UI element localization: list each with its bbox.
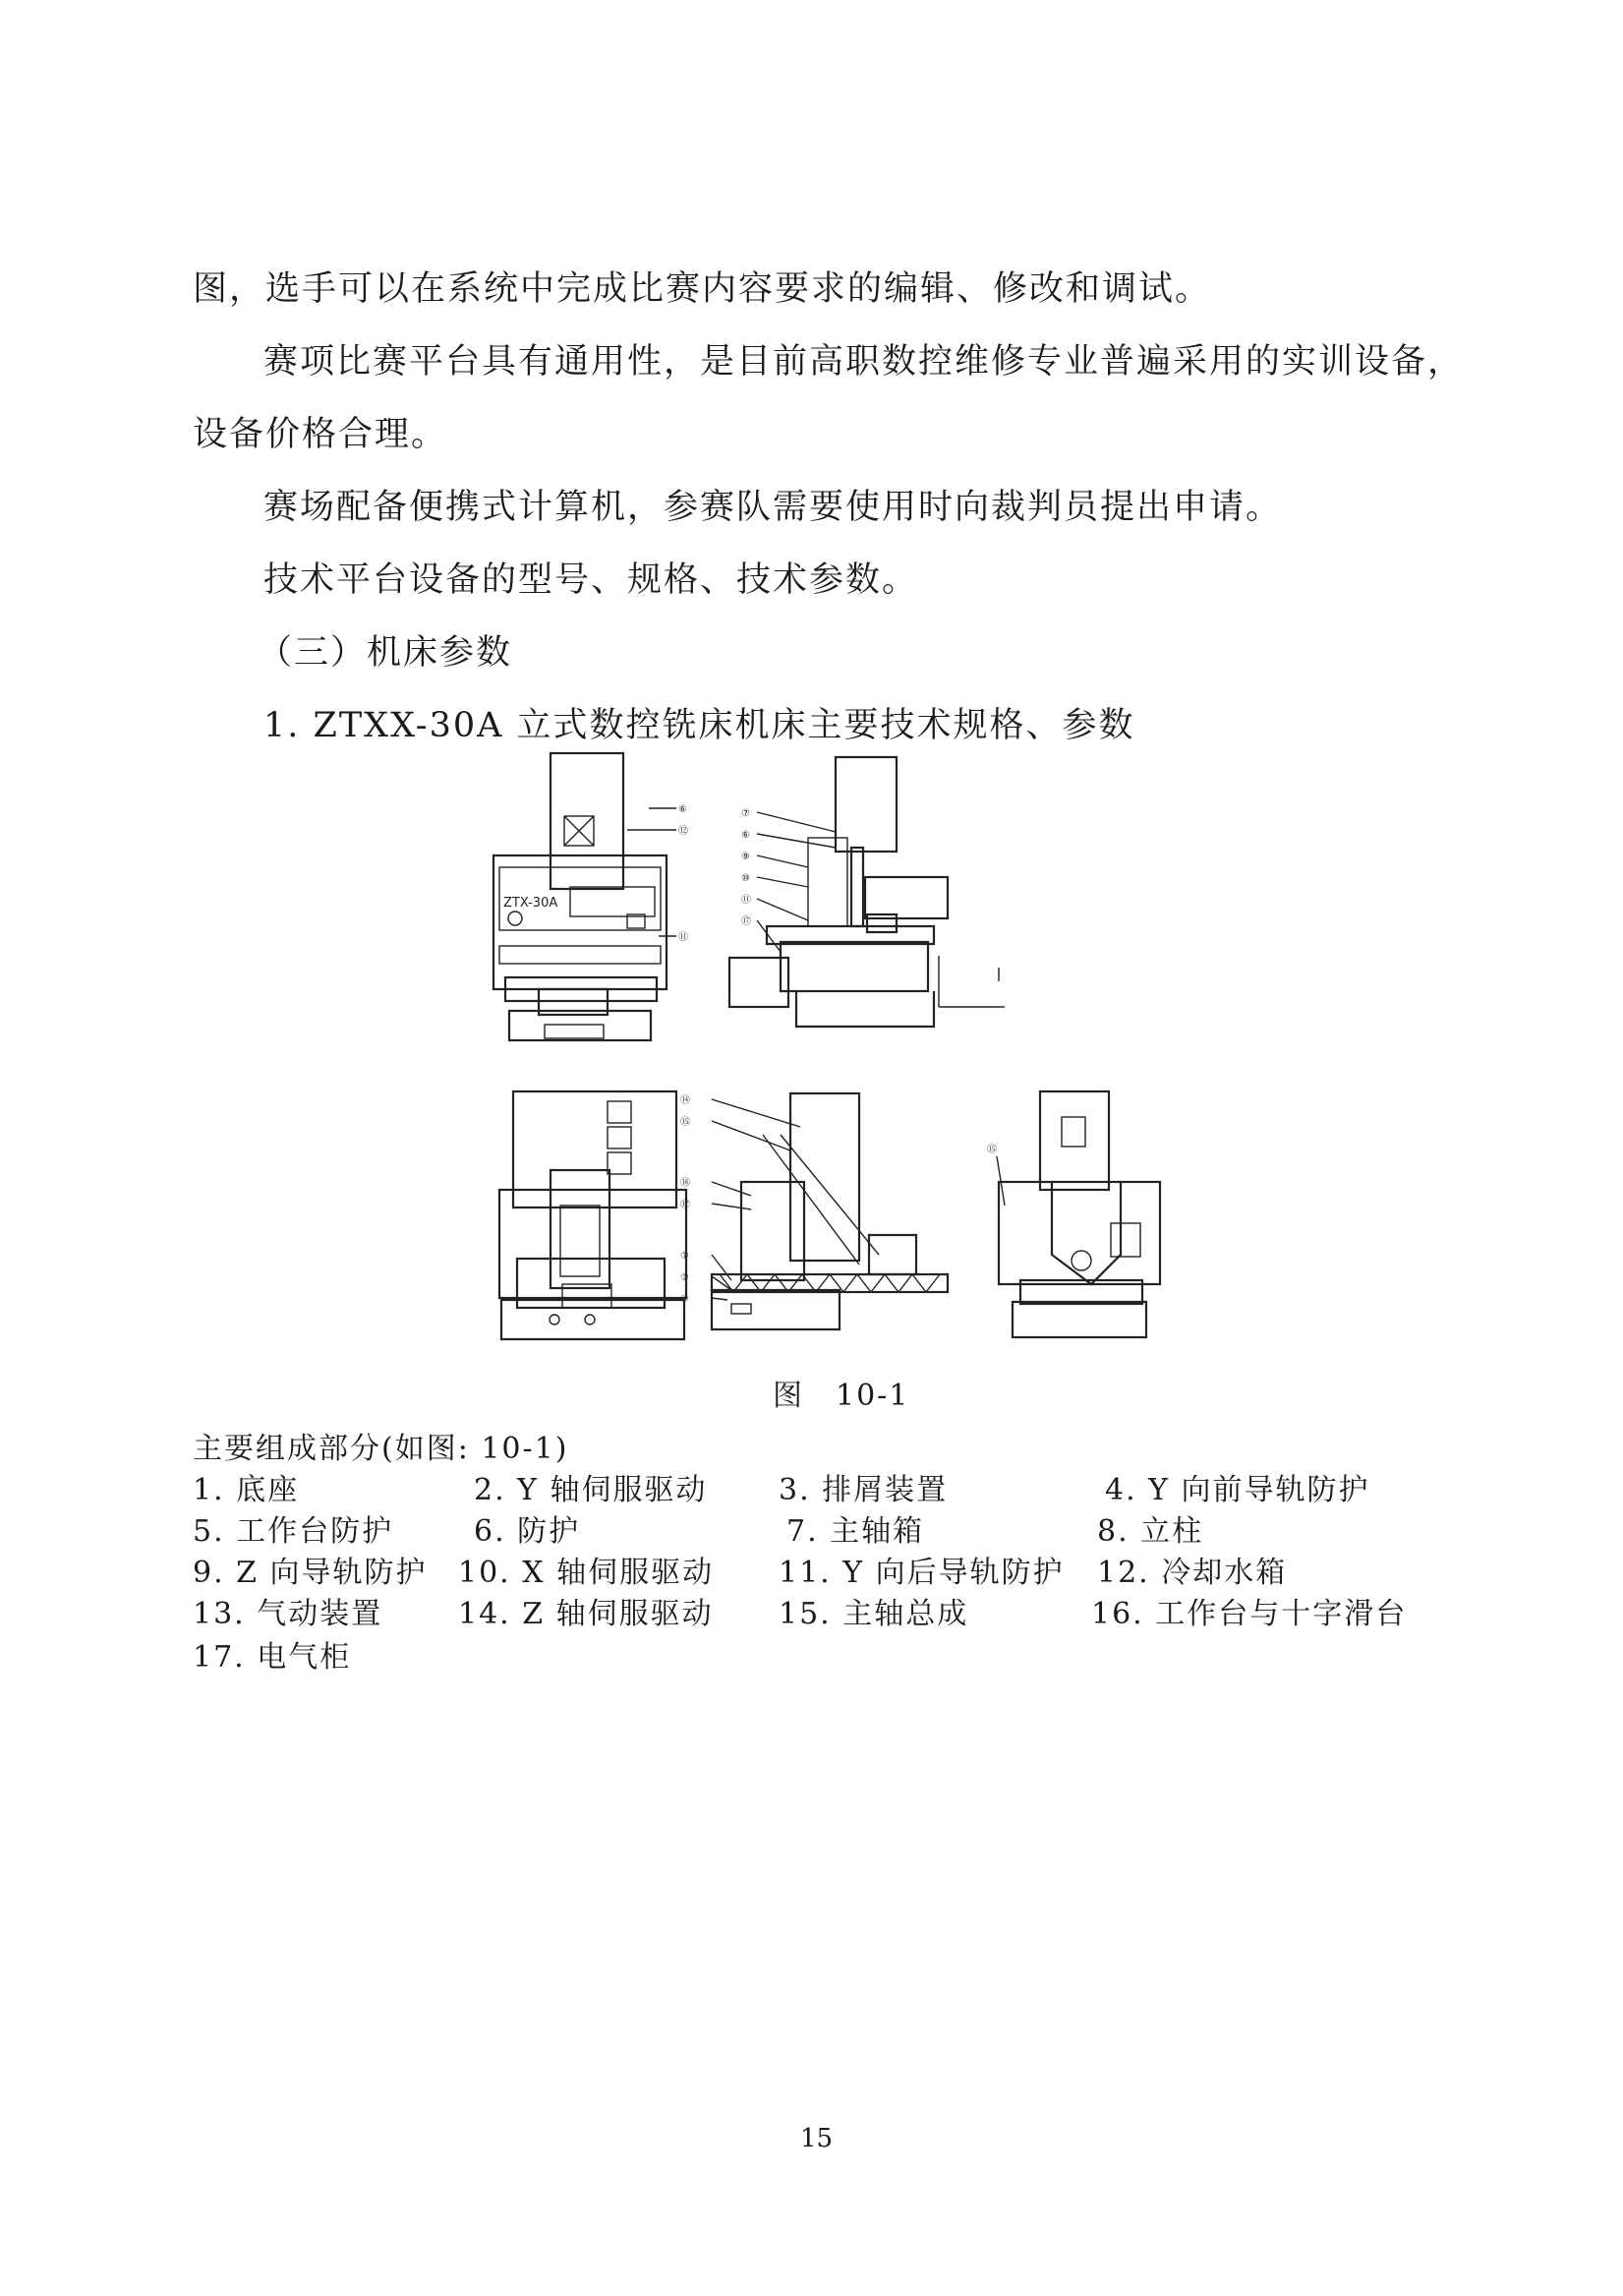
model-label: ZTX-30A — [503, 896, 558, 911]
machine-drawing-front — [480, 749, 706, 1044]
component-item: 16. 工作台与十字滑台 — [1091, 1597, 1408, 1631]
component-item: 5. 工作台防护 — [193, 1514, 394, 1549]
component-item: 6. 防护 — [474, 1514, 581, 1549]
paragraph-continuation: 图，选手可以在系统中完成比赛内容要求的编辑、修改和调试。 — [193, 269, 1212, 309]
page-number: 15 — [800, 2124, 834, 2153]
callout-12: ⑫ — [678, 826, 688, 837]
component-item: 9. Z 向导轨防护 — [193, 1556, 428, 1590]
callout-14: ⑭ — [680, 1095, 690, 1106]
callout-11b: ⑪ — [741, 895, 751, 906]
component-item: 15. 主轴总成 — [779, 1597, 969, 1631]
component-item: 4. Y 向前导轨防护 — [1105, 1473, 1370, 1507]
machine-drawing-rear — [492, 1088, 698, 1343]
callout-4: ④ — [680, 1294, 689, 1305]
component-item: 2. Y 轴伺服驱动 — [474, 1473, 708, 1507]
callout-9: ⑨ — [741, 852, 750, 862]
components-title: 主要组成部分(如图: 10-1) — [193, 1432, 569, 1466]
callout-15b: ⑮ — [987, 1145, 997, 1155]
component-item: 10. X 轴伺服驱动 — [458, 1556, 715, 1590]
callout-18: ⑱ — [680, 1178, 690, 1189]
callout-6b: ⑥ — [741, 830, 750, 841]
component-item: 11. Y 向后导轨防护 — [779, 1556, 1065, 1590]
paragraph-platform-line2: 设备价格合理。 — [193, 415, 448, 454]
callout-7b: ⑦ — [680, 1251, 689, 1262]
callout-17b: ⑰ — [680, 1200, 690, 1210]
machine-drawing-section — [672, 1088, 967, 1343]
figure-caption: 图 10-1 — [773, 1379, 910, 1413]
component-item: 8. 立柱 — [1097, 1514, 1204, 1549]
paragraph-laptop: 赛场配备便携式计算机，参赛队需要使用时向裁判员提出申请。 — [263, 488, 1283, 527]
component-item: 13. 气动装置 — [193, 1597, 383, 1631]
paragraph-equipment-spec: 技术平台设备的型号、规格、技术参数。 — [263, 560, 919, 600]
callout-7: ⑦ — [741, 808, 750, 819]
component-item: 14. Z 轴伺服驱动 — [458, 1597, 714, 1631]
component-item: 12. 冷却水箱 — [1097, 1556, 1288, 1590]
component-item: 17. 电气柜 — [193, 1640, 352, 1675]
subsection-heading: 1. ZTXX-30A 立式数控铣床机床主要技术规格、参数 — [263, 706, 1135, 745]
callout-10: ⑩ — [741, 873, 750, 884]
callout-11: ⑪ — [678, 932, 688, 943]
callout-17: ⑰ — [741, 916, 751, 927]
component-item: 1. 底座 — [193, 1473, 300, 1507]
section-heading: （三）机床参数 — [258, 633, 513, 673]
machine-drawing-side — [718, 749, 1013, 1044]
callout-15: ⑮ — [680, 1117, 690, 1128]
callout-6: ⑥ — [678, 804, 687, 815]
component-item: 3. 排屑装置 — [779, 1473, 949, 1507]
machine-drawing-right — [983, 1088, 1170, 1343]
callout-3: ③ — [680, 1272, 689, 1283]
paragraph-platform-line1: 赛项比赛平台具有通用性，是目前高职数控维修专业普遍采用的实训设备， — [263, 342, 1465, 382]
component-item: 7. 主轴箱 — [786, 1514, 925, 1549]
